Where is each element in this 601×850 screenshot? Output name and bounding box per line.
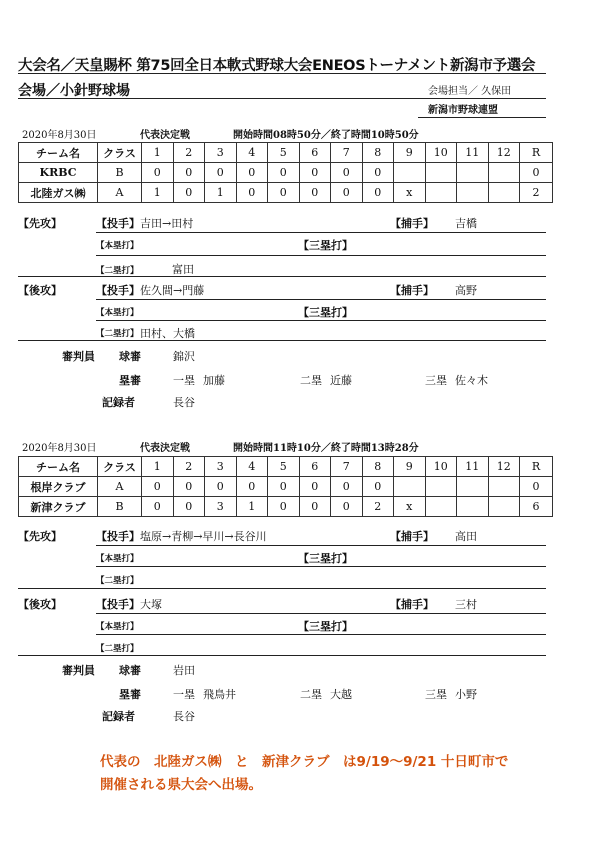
- plate-umpire: 岩田: [173, 664, 195, 677]
- game-time: 開始時間08時50分／終了時間10時50分: [233, 130, 419, 141]
- divider: [18, 655, 546, 656]
- inning-score: 0: [331, 163, 363, 183]
- team-row: [19, 477, 553, 497]
- game-date: 2020年8月30日: [22, 443, 97, 454]
- pitcher-names: 佐久間→門藤: [140, 284, 205, 297]
- inning-header: 11: [457, 457, 489, 477]
- third-base-label: 三塁: [425, 688, 447, 701]
- double-names: 田村、大橋: [140, 327, 195, 340]
- plate-umpire-label: 球審: [119, 664, 141, 677]
- triple-label: 【三塁打】: [298, 239, 353, 252]
- tournament-title: 大会名／天皇賜杯 第75回全日本軟式野球大会ENEOSトーナメント新潟市予選会: [18, 58, 536, 74]
- catcher-name: 三村: [455, 598, 477, 611]
- game-time: 開始時間11時10分／終了時間13時28分: [233, 443, 419, 454]
- umpires-label: 審判員: [62, 350, 95, 363]
- double-label: 【二塁打】: [96, 329, 139, 339]
- inning-score: 0: [299, 163, 331, 183]
- second-base-label: 二塁: [300, 374, 322, 387]
- inning-header: 4: [236, 143, 268, 163]
- divider: [96, 545, 546, 546]
- scoreboard-header: [19, 143, 553, 163]
- first-base-umpire: 飛鳥井: [203, 688, 236, 701]
- triple-label: 【三塁打】: [298, 306, 353, 319]
- total-runs: 0: [520, 163, 553, 183]
- pitcher-label: 【投手】: [96, 284, 140, 297]
- inning-score: 0: [236, 477, 268, 497]
- inning-score: 0: [205, 477, 237, 497]
- pitcher-label: 【投手】: [96, 217, 140, 230]
- inning-score: 1: [236, 497, 268, 517]
- inning-score: 0: [142, 477, 174, 497]
- total-runs: 0: [520, 477, 553, 497]
- catcher-name: 吉橋: [455, 217, 477, 230]
- inning-score: [457, 477, 489, 497]
- team-class: A: [98, 477, 142, 497]
- hr-label: 【本塁打】: [96, 622, 139, 632]
- inning-score: 0: [268, 477, 300, 497]
- plate-umpire: 錦沢: [173, 350, 195, 363]
- team-name: 北陸ガス㈱: [19, 183, 98, 203]
- second-batting-label: 【後攻】: [18, 284, 62, 297]
- team-name: 根岸クラブ: [19, 477, 98, 497]
- base-umpires-label: 塁審: [119, 688, 141, 701]
- inning-header: 2: [173, 143, 205, 163]
- inning-header: 9: [394, 143, 426, 163]
- inning-header: 6: [299, 457, 331, 477]
- second-base-umpire: 大越: [330, 688, 352, 701]
- inning-score: 0: [331, 183, 363, 203]
- catcher-name: 高野: [455, 284, 477, 297]
- catcher-label: 【捕手】: [390, 598, 434, 611]
- inning-header: 7: [331, 457, 363, 477]
- double-names: 富田: [172, 263, 194, 276]
- pitcher-names: 塩原→青柳→早川→長谷川: [140, 530, 267, 543]
- inning-header: 7: [331, 143, 363, 163]
- team-class: B: [98, 497, 142, 517]
- double-label: 【二塁打】: [96, 266, 139, 276]
- inning-score: 1: [205, 183, 237, 203]
- inning-header: 2: [173, 457, 205, 477]
- inning-score: 0: [173, 183, 205, 203]
- pitcher-names: 大塚: [140, 598, 162, 611]
- scorer-label: 記録者: [102, 396, 135, 409]
- team-header: チーム名: [19, 457, 98, 477]
- double-label: 【二塁打】: [96, 644, 139, 654]
- third-base-label: 三塁: [425, 374, 447, 387]
- scorer-name: 長谷: [173, 396, 195, 409]
- inning-score: 0: [173, 477, 205, 497]
- total-runs: 2: [520, 183, 553, 203]
- scoreboard: [18, 142, 553, 203]
- first-base-umpire: 加藤: [203, 374, 225, 387]
- inning-score: 0: [331, 497, 363, 517]
- base-umpires-label: 塁審: [119, 374, 141, 387]
- qualification-notice-line2: 開催される県大会へ出場。: [100, 777, 262, 793]
- inning-header: 5: [268, 143, 300, 163]
- divider: [96, 299, 546, 300]
- divider: [18, 340, 546, 341]
- inning-score: 0: [299, 477, 331, 497]
- inning-score: 0: [173, 497, 205, 517]
- double-label: 【二塁打】: [96, 576, 139, 586]
- inning-score: [425, 163, 457, 183]
- plate-umpire-label: 球審: [119, 350, 141, 363]
- inning-score: x: [394, 497, 426, 517]
- inning-header: 4: [236, 457, 268, 477]
- inning-score: 0: [268, 183, 300, 203]
- divider: [96, 232, 546, 233]
- venue-name: 会場／小針野球場: [18, 83, 130, 99]
- inning-score: 0: [205, 163, 237, 183]
- inning-header: 9: [394, 457, 426, 477]
- hr-label: 【本塁打】: [96, 308, 139, 318]
- runs-header: R: [520, 457, 553, 477]
- inning-score: 0: [331, 477, 363, 497]
- game-date: 2020年8月30日: [22, 130, 97, 141]
- inning-score: 0: [362, 163, 394, 183]
- total-runs: 6: [520, 497, 553, 517]
- inning-score: x: [394, 183, 426, 203]
- divider: [18, 73, 546, 74]
- inning-score: 0: [299, 497, 331, 517]
- divider: [96, 566, 546, 567]
- inning-header: 12: [488, 143, 520, 163]
- inning-score: 0: [236, 183, 268, 203]
- inning-header: 10: [425, 143, 457, 163]
- first-batting-label: 【先攻】: [18, 530, 62, 543]
- inning-header: 6: [299, 143, 331, 163]
- first-base-label: 一塁: [173, 374, 195, 387]
- inning-header: 3: [205, 457, 237, 477]
- inning-score: [457, 183, 489, 203]
- inning-score: 0: [142, 163, 174, 183]
- team-row: [19, 497, 553, 517]
- venue-manager: 会場担当／ 久保田: [428, 86, 512, 97]
- inning-score: [394, 163, 426, 183]
- inning-header: 8: [362, 143, 394, 163]
- inning-score: 0: [362, 183, 394, 203]
- inning-header: 1: [142, 457, 174, 477]
- scorer-name: 長谷: [173, 710, 195, 723]
- class-header: クラス: [98, 457, 142, 477]
- qualification-notice-line1: 代表の 北陸ガス㈱ と 新津クラブ は9/19～9/21 十日町市で: [100, 754, 509, 770]
- catcher-label: 【捕手】: [390, 284, 434, 297]
- inning-score: [488, 183, 520, 203]
- inning-score: 2: [362, 497, 394, 517]
- team-class: A: [98, 183, 142, 203]
- divider: [96, 255, 546, 256]
- class-header: クラス: [98, 143, 142, 163]
- inning-header: 1: [142, 143, 174, 163]
- first-batting-label: 【先攻】: [18, 217, 62, 230]
- pitcher-label: 【投手】: [96, 598, 140, 611]
- hr-label: 【本塁打】: [96, 554, 139, 564]
- team-name: KRBC: [19, 163, 98, 183]
- game-type: 代表決定戦: [140, 130, 190, 141]
- scoreboard: [18, 456, 553, 517]
- inning-score: [425, 477, 457, 497]
- first-base-label: 一塁: [173, 688, 195, 701]
- divider: [96, 634, 546, 635]
- team-name: 新津クラブ: [19, 497, 98, 517]
- third-base-umpire: 小野: [455, 688, 477, 701]
- inning-score: 0: [268, 163, 300, 183]
- team-row: [19, 183, 553, 203]
- inning-header: 5: [268, 457, 300, 477]
- inning-score: [425, 497, 457, 517]
- second-base-umpire: 近藤: [330, 374, 352, 387]
- inning-score: 0: [236, 163, 268, 183]
- inning-header: 11: [457, 143, 489, 163]
- inning-score: [488, 477, 520, 497]
- divider: [96, 320, 546, 321]
- divider: [18, 276, 546, 277]
- inning-header: 12: [488, 457, 520, 477]
- umpires-label: 審判員: [62, 664, 95, 677]
- inning-header: 10: [425, 457, 457, 477]
- second-batting-label: 【後攻】: [18, 598, 62, 611]
- inning-score: [488, 497, 520, 517]
- inning-score: 1: [142, 183, 174, 203]
- inning-score: 0: [268, 497, 300, 517]
- third-base-umpire: 佐々木: [455, 374, 488, 387]
- catcher-name: 高田: [455, 530, 477, 543]
- divider: [18, 98, 546, 99]
- inning-score: 0: [173, 163, 205, 183]
- inning-score: 0: [362, 477, 394, 497]
- team-row: [19, 163, 553, 183]
- inning-score: [425, 183, 457, 203]
- scorer-label: 記録者: [102, 710, 135, 723]
- scoreboard-header: [19, 457, 553, 477]
- team-header: チーム名: [19, 143, 98, 163]
- triple-label: 【三塁打】: [298, 620, 353, 633]
- divider: [18, 588, 546, 589]
- catcher-label: 【捕手】: [390, 217, 434, 230]
- divider: [96, 613, 546, 614]
- inning-score: [457, 497, 489, 517]
- pitcher-names: 吉田→田村: [140, 217, 194, 230]
- inning-header: 8: [362, 457, 394, 477]
- inning-score: 0: [142, 497, 174, 517]
- second-base-label: 二塁: [300, 688, 322, 701]
- inning-score: [488, 163, 520, 183]
- team-class: B: [98, 163, 142, 183]
- inning-score: 3: [205, 497, 237, 517]
- inning-header: 3: [205, 143, 237, 163]
- game-type: 代表決定戦: [140, 443, 190, 454]
- hr-label: 【本塁打】: [96, 241, 139, 251]
- organizer: 新潟市野球連盟: [428, 105, 498, 116]
- inning-score: [457, 163, 489, 183]
- runs-header: R: [520, 143, 553, 163]
- inning-score: 0: [299, 183, 331, 203]
- catcher-label: 【捕手】: [390, 530, 434, 543]
- inning-score: [394, 477, 426, 497]
- triple-label: 【三塁打】: [298, 552, 353, 565]
- divider: [418, 117, 546, 118]
- pitcher-label: 【投手】: [96, 530, 140, 543]
